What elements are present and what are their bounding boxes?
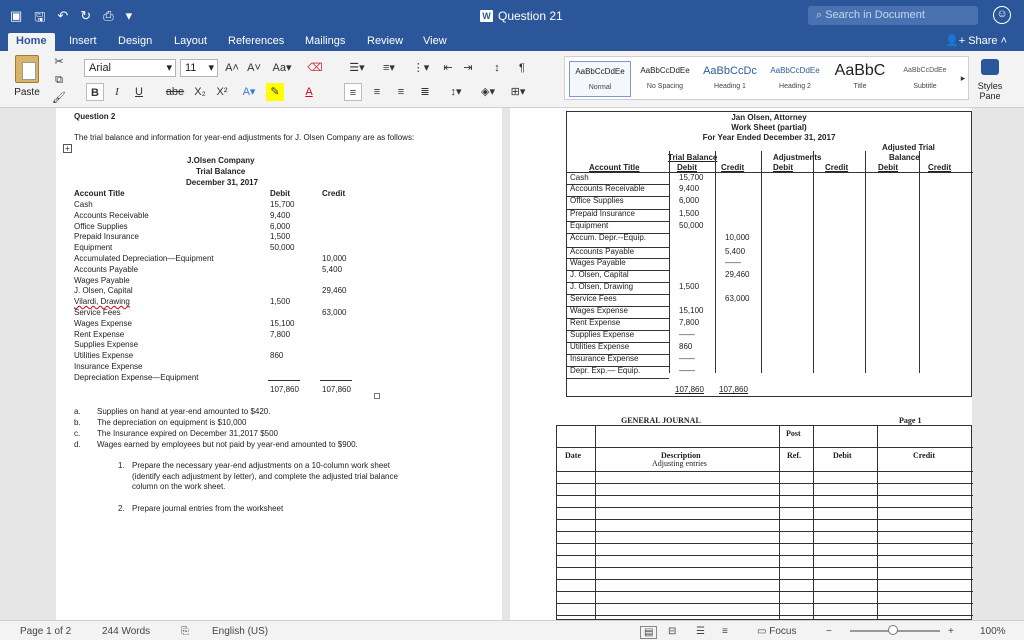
style-sample: AaBbCcDdEe	[640, 66, 690, 75]
styles-pane-icon	[981, 59, 999, 75]
ws-col-tb-debit: Debit	[677, 163, 697, 172]
chevron-down-icon: ▾	[208, 62, 214, 74]
sort-icon[interactable]: ↕	[494, 62, 500, 74]
ws-account-name: Utilities Expense	[570, 342, 630, 351]
task-1-line: (identify each adjustment by letter), and complete the adjusted trial balance	[132, 471, 398, 481]
undo-icon[interactable]: ↶	[57, 8, 69, 23]
task-1-number: 1.	[118, 461, 125, 470]
ws-col-adj-credit: Credit	[825, 163, 849, 172]
zoom-level[interactable]: 100%	[980, 626, 1006, 637]
col-credit: Credit	[322, 189, 346, 198]
change-case-icon[interactable]: Aa▾	[272, 62, 292, 74]
intro-text: The trial balance and information for year-end adjustments for J. Olsen Company are as follows:	[74, 133, 415, 142]
font-color-icon[interactable]: A	[305, 86, 313, 98]
adjustment-text: Supplies on hand at year-end amounted to $420.	[97, 407, 271, 416]
ws-hline	[567, 172, 973, 173]
line-spacing-icon[interactable]: ↕▾	[450, 86, 462, 98]
align-left-icon[interactable]: ≡	[344, 83, 362, 101]
clear-formatting-icon[interactable]: ⌫	[307, 62, 323, 74]
task-1-line: column on the work sheet.	[132, 482, 226, 491]
ws-debit: ——	[679, 330, 695, 339]
ws-account-name: J. Olsen, Drawing	[570, 282, 634, 291]
style-name: Subtitle	[913, 83, 937, 90]
ws-col-title: Account Title	[589, 163, 640, 172]
tab-references[interactable]: References	[228, 35, 285, 47]
tb-debit: 6,000	[270, 221, 291, 231]
tb-credit: 63,000	[322, 308, 347, 317]
ws-debit: 9,400	[679, 184, 700, 193]
share-button[interactable]	[945, 34, 1007, 47]
gj-row-rule	[557, 495, 973, 496]
ws-account-name: Wages Payable	[570, 258, 626, 267]
word-count[interactable]: 244 Words	[102, 626, 151, 637]
tb-account-name: Accumulated Depreciation—Equipment	[74, 254, 214, 263]
tb-account-name: Utilities Expense	[74, 351, 134, 361]
company-name: J.Olsen Company	[187, 156, 255, 165]
journal-page-label: Page 1	[899, 416, 922, 425]
ws-debit: 860	[679, 342, 693, 351]
ws-account-name: Supplies Expense	[570, 330, 635, 339]
style-sample: AaBbCcDc	[703, 65, 757, 77]
task-2-number: 2.	[118, 504, 125, 513]
report-date: December 31, 2017	[186, 178, 259, 187]
align-right-icon[interactable]: ≡	[397, 86, 405, 98]
style-name: Normal	[588, 84, 612, 91]
ws-credit: ——	[725, 258, 741, 267]
proofing-icon[interactable]: ⎘	[181, 626, 189, 637]
title-bar	[0, 0, 1024, 32]
table-move-handle-icon[interactable]: +	[63, 144, 72, 153]
style-sample: AaBbCcDdEe	[575, 67, 625, 76]
tab-design[interactable]: Design	[118, 35, 153, 47]
chevron-down-icon: ▾	[166, 62, 172, 74]
tb-debit: 860	[270, 351, 284, 361]
redo-icon[interactable]: ↻	[80, 8, 92, 23]
gj-row-rule	[557, 591, 973, 592]
ws-vline	[919, 151, 920, 373]
gj-col-post: Post	[786, 429, 801, 438]
adjustment-letter: d.	[74, 440, 81, 449]
style-sample: AaBbC	[834, 62, 886, 79]
gj-row-rule	[557, 483, 973, 484]
tab-insert[interactable]: Insert	[69, 35, 97, 47]
ws-group-tb: Trial Balance	[668, 153, 718, 162]
page-2[interactable]	[510, 108, 972, 620]
ws-total-debit: 107,860	[675, 385, 704, 394]
collapse-ribbon-icon[interactable]: ˄	[1000, 35, 1008, 47]
web-layout-icon[interactable]: ⊟	[668, 626, 677, 637]
zoom-in-icon[interactable]: +	[948, 626, 954, 637]
font-name-select[interactable]: Arial ▾	[84, 59, 176, 77]
search-placeholder: Search in Document	[825, 9, 925, 21]
tb-account-name: Wages Payable	[74, 275, 130, 285]
ws-credit: 5,400	[725, 247, 746, 256]
ws-debit: 7,800	[679, 318, 700, 327]
format-painter-icon[interactable]: 🖌	[52, 92, 66, 104]
ws-group-atb-1: Adjusted Trial	[882, 143, 935, 152]
customize-chevron-icon[interactable]: ▾	[125, 8, 133, 23]
decrease-indent-icon[interactable]: ⇤	[443, 62, 453, 74]
draft-view-icon[interactable]: ≡	[722, 626, 728, 637]
tab-layout[interactable]: Layout	[174, 35, 208, 47]
tb-credit: 10,000	[322, 254, 347, 263]
worksheet-title-2: Work Sheet (partial)	[731, 123, 807, 132]
tb-account-name: Equipment	[74, 243, 113, 253]
ws-group-atb-2: Balance	[889, 153, 920, 162]
strikethrough-button[interactable]: abe	[165, 86, 185, 98]
feedback-smiley-icon[interactable]: ☺	[993, 6, 1011, 24]
bold-button[interactable]: B	[86, 83, 104, 101]
styles-pane-label: Styles Pane	[977, 81, 1003, 101]
paste-label: Paste	[14, 87, 40, 98]
ws-credit: 63,000	[725, 294, 750, 303]
gj-subtitle: Adjusting entries	[652, 459, 707, 468]
gj-hline	[557, 447, 973, 448]
tb-account-name: Vilardi, Drawing	[74, 297, 130, 307]
shading-icon[interactable]: ◈▾	[481, 86, 495, 98]
shrink-font-icon[interactable]: A˅	[247, 62, 261, 74]
ws-account-name: Accum. Depr.--Equip.	[570, 233, 647, 242]
styles-gallery	[564, 56, 969, 100]
page-count[interactable]: Page 1 of 2	[20, 626, 72, 637]
total-credit-rule	[320, 380, 352, 381]
borders-icon[interactable]: ⊞▾	[510, 86, 526, 98]
gj-row-rule	[557, 615, 973, 616]
adjustment-letter: a.	[74, 407, 81, 416]
col-title: Account Title	[74, 189, 125, 198]
ribbon-home	[0, 51, 1024, 108]
outline-view-icon[interactable]: ☰	[696, 626, 705, 637]
ws-credit: 29,460	[725, 270, 750, 279]
gj-col-credit: Credit	[913, 451, 936, 460]
ws-vline	[865, 151, 866, 373]
style-heading-2[interactable]	[764, 61, 826, 97]
tb-debit: 50,000	[270, 243, 295, 253]
show-marks-icon[interactable]: ¶	[519, 62, 525, 74]
underline-button[interactable]: U	[135, 86, 143, 98]
tb-account-name: Prepaid Insurance	[74, 232, 139, 242]
tb-debit: 1,500	[270, 297, 291, 307]
ws-account-name: Service Fees	[570, 294, 617, 303]
total-debit-rule	[268, 380, 300, 381]
styles-scroll-icon[interactable]: ▸	[960, 73, 966, 83]
ws-debit: ——	[679, 366, 695, 375]
ws-debit: 6,000	[679, 196, 700, 205]
window-title	[480, 9, 563, 23]
ws-account-name: Cash	[570, 173, 589, 182]
style-sample: AaBbCcDdEe	[903, 67, 947, 74]
ws-account-name: Depr. Exp.— Equip.	[570, 366, 641, 375]
ws-credit: 10,000	[725, 233, 750, 242]
language[interactable]: English (US)	[212, 626, 269, 637]
ws-debit: 1,500	[679, 282, 700, 291]
style-name: Heading 1	[714, 83, 746, 90]
word-doc-icon: W	[480, 10, 493, 22]
print-icon[interactable]: ⎙	[103, 8, 114, 23]
ws-total-credit: 107,860	[719, 385, 748, 394]
highlight-icon[interactable]: ✎	[266, 83, 284, 101]
gj-row-rule	[557, 531, 973, 532]
tab-mailings[interactable]: Mailings	[305, 35, 346, 47]
ws-vline	[813, 151, 814, 373]
ws-debit: 15,100	[679, 306, 704, 315]
ws-debit: 50,000	[679, 221, 704, 230]
gj-row-rule	[557, 471, 973, 472]
tab-review[interactable]: Review	[367, 35, 404, 47]
question-heading: Question 2	[74, 112, 116, 121]
ws-account-name: J. Olsen, Capital	[570, 270, 629, 279]
tb-account-name: Insurance Expense	[74, 362, 143, 371]
status-bar	[0, 620, 1024, 640]
tb-credit: 29,460	[322, 286, 347, 296]
save-icon[interactable]: 🖫	[34, 9, 46, 24]
tb-account-name: Depreciation Expense—Equipment	[74, 372, 199, 382]
style-normal[interactable]	[569, 61, 631, 97]
bullets-icon[interactable]: ☰▾	[349, 62, 365, 74]
paste-button[interactable]	[6, 55, 48, 98]
gj-col-ref: Ref.	[787, 451, 801, 460]
ws-vline	[761, 151, 762, 373]
style-name: Title	[853, 83, 867, 90]
style-name: Heading 2	[779, 83, 811, 90]
tb-account-name: Office Supplies	[74, 221, 128, 231]
general-journal-table	[556, 425, 972, 620]
tb-credit: 5,400	[322, 264, 343, 274]
grow-font-icon[interactable]: A˄	[225, 62, 239, 74]
ws-vline	[669, 151, 670, 373]
tb-account-name: J. Olsen, Capital	[74, 286, 133, 296]
ws-group-adj: Adjustments	[773, 153, 822, 162]
share-label: Share	[968, 35, 998, 47]
ws-debit: 1,500	[679, 209, 700, 218]
increase-indent-icon[interactable]: ⇥	[463, 62, 473, 74]
ws-col-tb-credit: Credit	[721, 163, 745, 172]
multilevel-list-icon[interactable]: ⋮▾	[412, 62, 430, 74]
search-input[interactable]	[808, 6, 978, 25]
styles-pane-button[interactable]	[975, 59, 1005, 101]
tb-account-name: Rent Expense	[74, 329, 125, 339]
worksheet-title-3: For Year Ended December 31, 2017	[702, 133, 836, 142]
zoom-out-icon[interactable]: −	[826, 626, 832, 637]
gj-row-rule	[557, 567, 973, 568]
ws-row-rule	[567, 378, 669, 379]
total-credit: 107,860	[322, 385, 351, 394]
style-heading-1[interactable]	[699, 61, 761, 97]
font-size-select[interactable]: 11 ▾	[180, 59, 218, 77]
worksheet-title-1: Jan Olsen, Attorney	[731, 113, 807, 122]
style-name: No Spacing	[646, 83, 684, 90]
tb-debit: 15,100	[270, 318, 295, 328]
task-2: Prepare journal entries from the worksheet	[132, 504, 284, 513]
style-no-spacing[interactable]	[634, 61, 696, 97]
focus-button[interactable]: ▭ Focus	[757, 626, 797, 637]
tab-view[interactable]: View	[423, 35, 447, 47]
tb-debit: 9,400	[270, 210, 291, 220]
text-effects-icon[interactable]: A▾	[242, 86, 256, 98]
gj-col-debit: Debit	[833, 451, 852, 460]
justify-icon[interactable]: ≣	[420, 86, 430, 98]
superscript-button[interactable]: X²	[216, 86, 228, 98]
style-subtitle[interactable]	[894, 61, 956, 97]
numbering-icon[interactable]: ≡▾	[383, 62, 395, 74]
ws-col-adj-debit: Debit	[773, 163, 793, 172]
page-1[interactable]	[56, 108, 502, 620]
gj-row-rule	[557, 543, 973, 544]
document-area	[0, 108, 1024, 620]
gj-row-rule	[557, 579, 973, 580]
ws-account-name: Prepaid Insurance	[570, 209, 635, 218]
print-layout-icon[interactable]: ▤	[640, 626, 657, 639]
zoom-slider-thumb[interactable]	[888, 625, 898, 635]
adjustment-text: Wages earned by employees but not paid by year-end amounted to $900.	[97, 440, 358, 449]
focus-label: Focus	[769, 626, 797, 637]
tb-account-name: Service Fees	[74, 308, 121, 317]
tb-debit: 7,800	[270, 329, 291, 339]
subscript-button[interactable]: X₂	[194, 86, 206, 98]
resize-handle-icon[interactable]	[374, 393, 380, 399]
ws-account-name: Office Supplies	[570, 196, 624, 205]
tab-home[interactable]: Home	[8, 33, 55, 51]
ws-debit: ——	[679, 354, 695, 363]
ws-account-name: Accounts Receivable	[570, 184, 645, 193]
adjustment-text: The depreciation on equipment is $10,000	[97, 418, 247, 427]
ws-account-name: Insurance Expense	[570, 354, 639, 363]
gj-col-date: Date	[565, 451, 581, 460]
gj-row-rule	[557, 603, 973, 604]
gj-row-rule	[557, 519, 973, 520]
total-debit: 107,860	[270, 385, 299, 394]
ws-col-atb-debit: Debit	[878, 163, 898, 172]
task-1-line: Prepare the necessary year-end adjustments on a 10-column work sheet	[132, 461, 390, 470]
journal-title: GENERAL JOURNAL	[621, 416, 701, 425]
report-name: Trial Balance	[196, 167, 246, 176]
cut-icon[interactable]: ✂	[54, 56, 64, 68]
ws-col-atb-credit: Credit	[928, 163, 952, 172]
adjustment-letter: c.	[74, 429, 81, 438]
gj-row-rule	[557, 507, 973, 508]
col-debit: Debit	[270, 189, 290, 198]
add-person-icon: 👤+	[945, 35, 969, 47]
style-sample: AaBbCcDdEe	[770, 66, 820, 75]
ws-account-name: Equipment	[570, 221, 609, 230]
clipboard-icon	[15, 55, 39, 83]
style-title[interactable]	[829, 61, 891, 97]
ws-vline	[715, 151, 716, 373]
gj-row-rule	[557, 555, 973, 556]
tb-account-name: Supplies Expense	[74, 340, 139, 350]
sidebar-toggle-icon[interactable]: ▣	[10, 8, 23, 23]
worksheet-box	[566, 111, 972, 397]
tb-debit: 15,700	[270, 200, 295, 209]
ws-account-name: Wages Expense	[570, 306, 628, 315]
gj-col-desc: Description	[661, 451, 701, 460]
tb-account-name: Cash	[74, 200, 93, 209]
italic-button[interactable]: I	[115, 86, 119, 98]
tb-account-name: Accounts Payable	[74, 264, 139, 274]
ribbon-tabs	[0, 32, 1024, 51]
copy-icon[interactable]: ⧉	[55, 74, 63, 86]
ws-account-name: Accounts Payable	[570, 247, 635, 256]
ws-account-name: Rent Expense	[570, 318, 621, 327]
document-title: Question 21	[498, 9, 563, 23]
align-center-icon[interactable]: ≡	[373, 86, 381, 98]
adjustment-letter: b.	[74, 418, 81, 427]
quick-access-toolbar	[10, 8, 132, 30]
search-icon: ⌕	[816, 9, 826, 21]
adjustment-text: The Insurance expired on December 31,2017 $500	[97, 429, 279, 438]
ws-debit: 15,700	[679, 173, 704, 182]
tb-debit: 1,500	[270, 232, 291, 242]
tb-account-name: Wages Expense	[74, 318, 132, 328]
tb-account-name: Accounts Receivable	[74, 210, 149, 220]
